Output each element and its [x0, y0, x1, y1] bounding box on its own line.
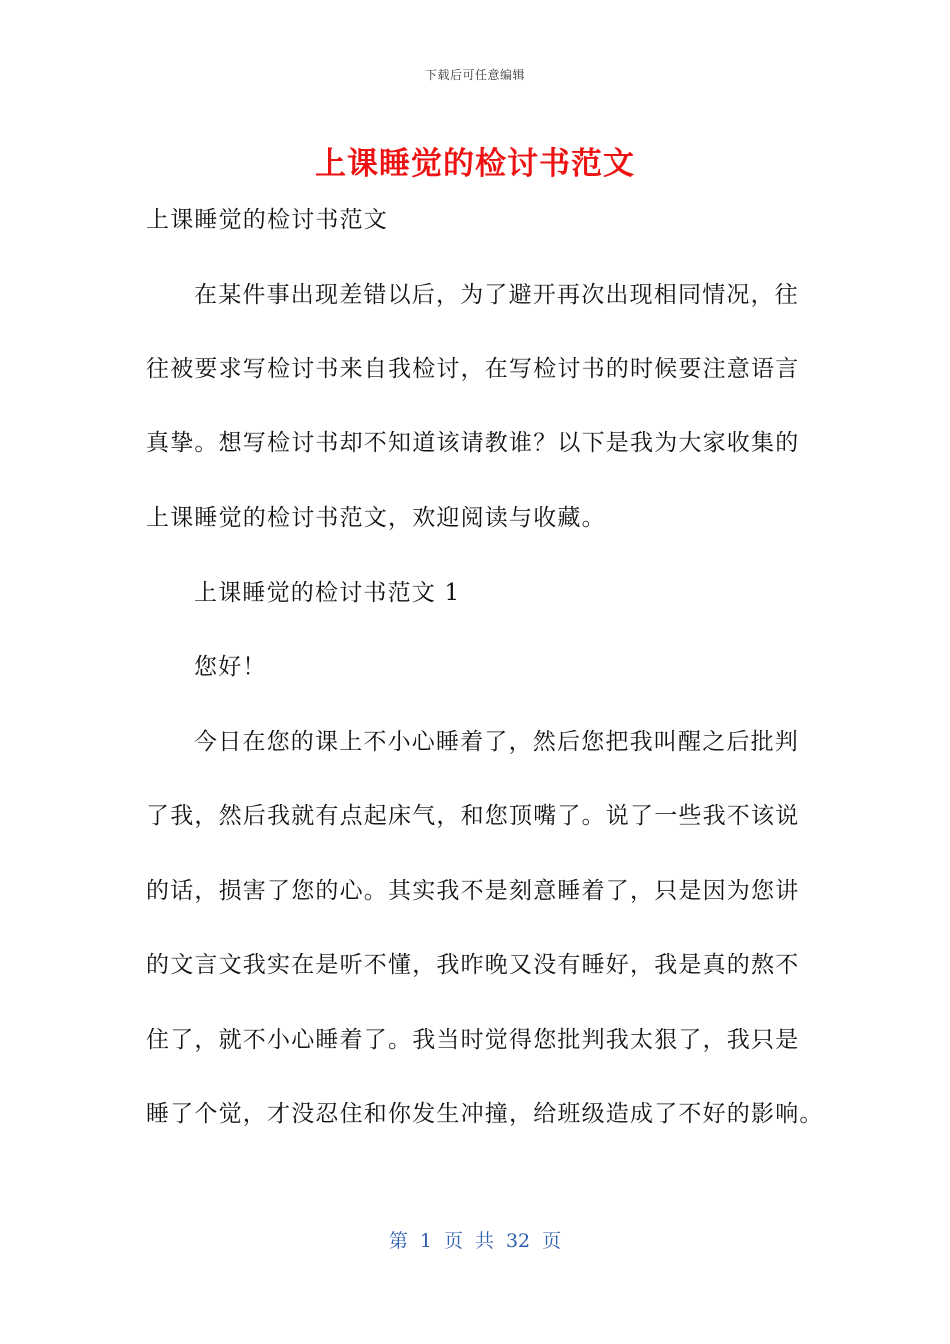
paragraph-line: 了我，然后我就有点起床气，和您顶嘴了。说了一些我不该说 [146, 803, 800, 829]
paragraph-line: 今日在您的课上不小心睡着了，然后您把我叫醒之后批判 [194, 729, 799, 755]
paragraph-line: 的话，损害了您的心。其实我不是刻意睡着了，只是因为您讲 [146, 878, 800, 904]
footer-total-pages: 32 [505, 1230, 531, 1252]
page-header-note: 下载后可任意编辑 [424, 68, 525, 82]
paragraph-line: 上课睡觉的检讨书范文，欢迎阅读与收藏。 [146, 505, 606, 531]
footer-gong: 共 [474, 1230, 494, 1252]
greeting-line: 您好！ [194, 654, 267, 680]
page-footer [0, 1226, 950, 1253]
subtitle-line: 上课睡觉的检讨书范文 [146, 207, 388, 233]
section-heading: 上课睡觉的检讨书范文 1 [194, 580, 461, 606]
footer-ye2: 页 [542, 1230, 562, 1252]
document-title: 上课睡觉的检讨书范文 [315, 146, 635, 182]
footer-ye: 页 [443, 1230, 463, 1252]
footer-di: 第 [388, 1230, 408, 1252]
paragraph-line: 真挚。想写检讨书却不知道该请教谁？以下是我为大家收集的 [146, 430, 800, 456]
paragraph-line: 往被要求写检讨书来自我检讨，在写检讨书的时候要注意语言 [146, 356, 800, 382]
paragraph-line: 睡了个觉，才没忍住和你发生冲撞，给班级造成了不好的影响。 [146, 1101, 824, 1127]
footer-page-number: 1 [419, 1230, 432, 1252]
paragraph-line: 的文言文我实在是听不懂，我昨晚又没有睡好，我是真的熬不 [146, 952, 800, 978]
paragraph-line: 在某件事出现差错以后，为了避开再次出现相同情况，往 [194, 282, 799, 308]
paragraph-line: 住了，就不小心睡着了。我当时觉得您批判我太狠了，我只是 [146, 1027, 800, 1053]
